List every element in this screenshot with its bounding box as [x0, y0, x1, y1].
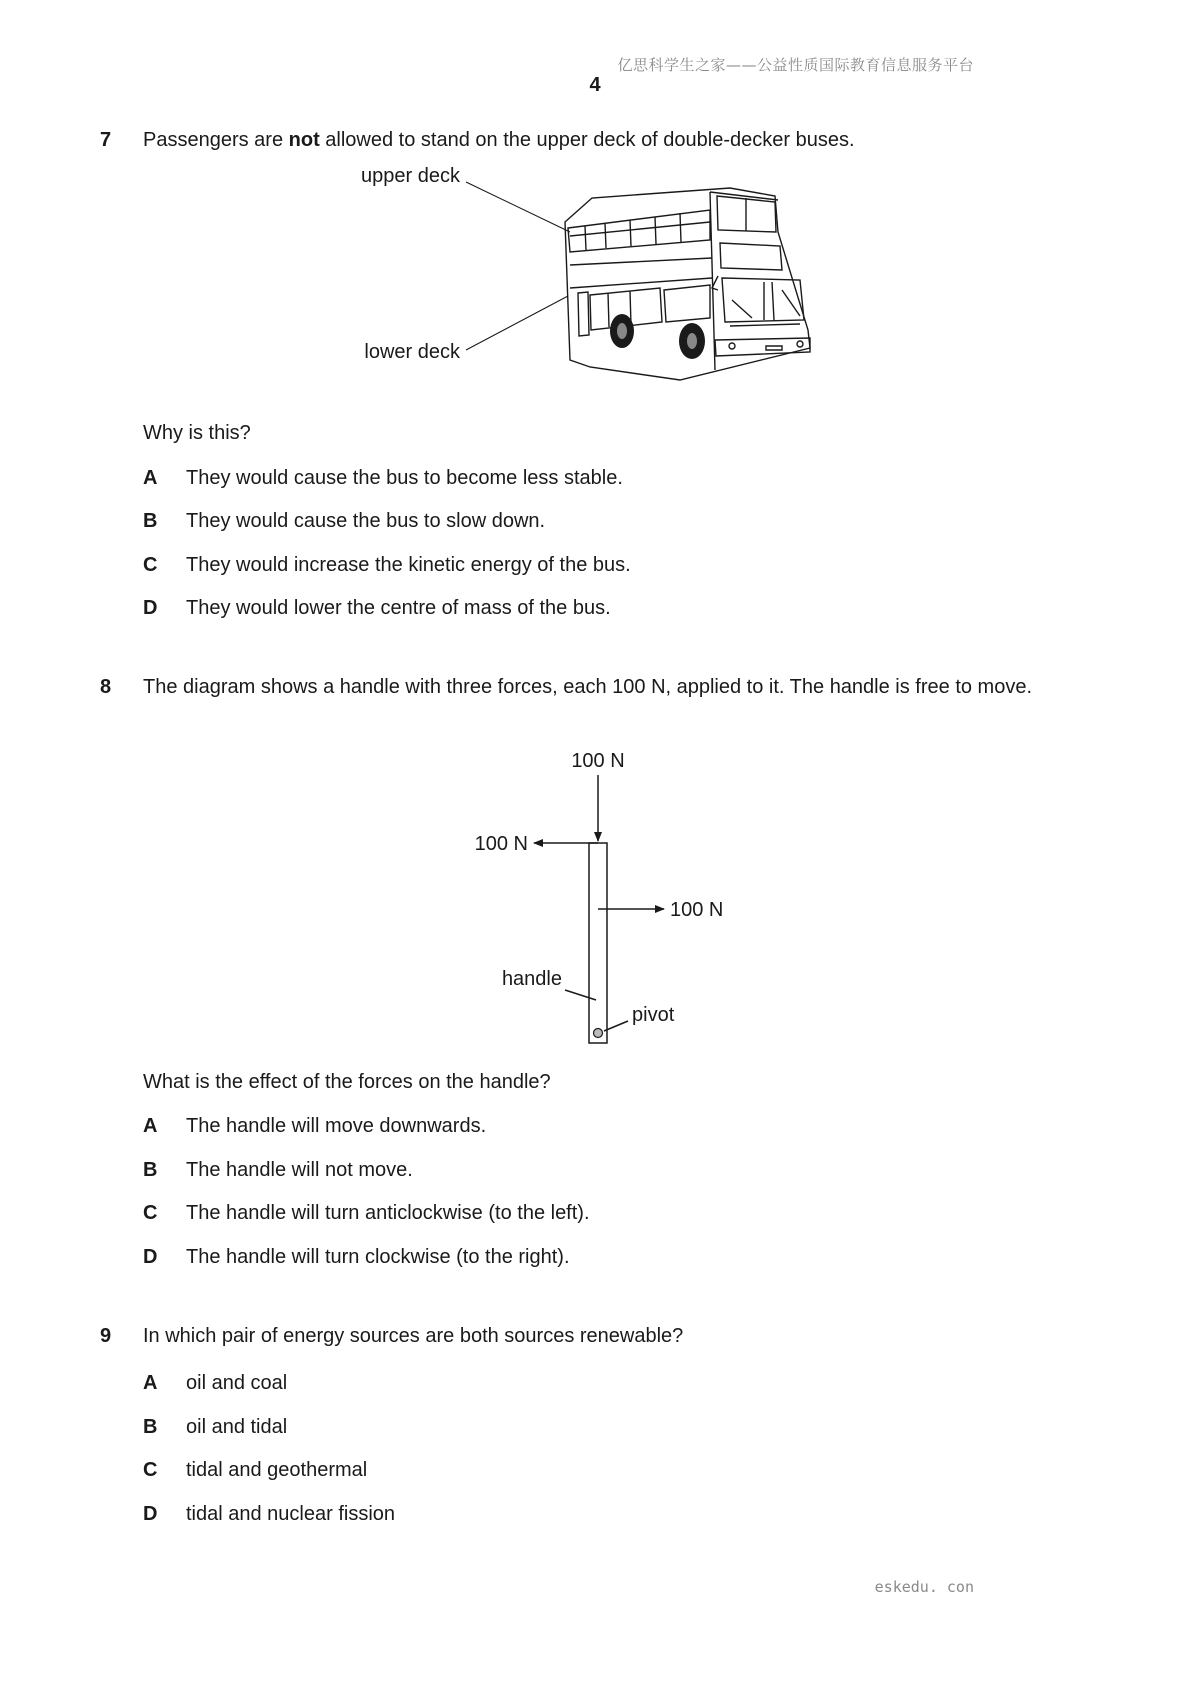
- option-text: The handle will move downwards.: [186, 1115, 487, 1137]
- label-pivot: pivot: [632, 1004, 675, 1026]
- pivot-icon: [594, 1029, 603, 1038]
- question-prompt: Why is this?: [143, 422, 251, 444]
- label-upper-deck: upper deck: [361, 165, 460, 187]
- option-text: They would increase the kinetic energy of the bus.: [186, 554, 631, 576]
- question-stem: In which pair of energy sources are both sources renewable?: [143, 1325, 684, 1347]
- option-text: They would cause the bus to become less stable.: [186, 467, 623, 489]
- option-text: oil and tidal: [186, 1416, 288, 1438]
- option-letter: A: [143, 467, 158, 489]
- option-text: The handle will not move.: [186, 1159, 413, 1181]
- option-text: tidal and nuclear fission: [186, 1503, 396, 1525]
- option-text: They would lower the centre of mass of the bus.: [186, 597, 611, 619]
- force-left-label: 100 N: [474, 833, 528, 855]
- question-prompt: What is the effect of the forces on the handle?: [143, 1071, 551, 1093]
- option-text: They would cause the bus to slow down.: [186, 510, 546, 532]
- stem-part: Passengers are: [143, 129, 289, 151]
- handle-figure: [460, 745, 760, 1045]
- question-stem: [143, 127, 1100, 153]
- header-watermark: 亿思科学生之家——公益性质国际教育信息服务平台: [617, 56, 974, 74]
- page-number: 4: [589, 74, 601, 96]
- option-text: The handle will turn anticlockwise (to the left).: [186, 1202, 590, 1224]
- option-text: The handle will turn clockwise (to the right).: [186, 1246, 570, 1268]
- option-letter: B: [143, 1159, 158, 1181]
- stem-emphasis: not: [288, 129, 320, 151]
- option-letter: C: [143, 1202, 158, 1224]
- question-number: 8: [100, 676, 112, 698]
- label-lower-deck: lower deck: [364, 341, 460, 363]
- option-letter: C: [143, 554, 158, 576]
- option-text: tidal and geothermal: [186, 1459, 368, 1481]
- question-number: 7: [100, 129, 112, 151]
- option-letter: B: [143, 1416, 158, 1438]
- option-letter: A: [143, 1115, 158, 1137]
- question-stem: The diagram shows a handle with three forces, each 100 N, applied to it. The handle is free to move.: [143, 676, 1033, 698]
- label-handle: handle: [501, 968, 562, 990]
- force-top-label: 100 N: [571, 750, 625, 772]
- bus-figure: [361, 165, 820, 390]
- option-letter: C: [143, 1459, 158, 1481]
- option-letter: D: [143, 1503, 158, 1525]
- option-letter: D: [143, 1246, 158, 1268]
- option-letter: A: [143, 1372, 158, 1394]
- footer-watermark: eskedu. con: [874, 1578, 974, 1596]
- option-letter: D: [143, 597, 158, 619]
- question-number: 9: [100, 1325, 112, 1347]
- option-letter: B: [143, 510, 158, 532]
- option-text: oil and coal: [186, 1372, 288, 1394]
- stem-part: allowed to stand on the upper deck of double-decker buses.: [319, 129, 855, 151]
- force-right-label: 100 N: [670, 899, 724, 921]
